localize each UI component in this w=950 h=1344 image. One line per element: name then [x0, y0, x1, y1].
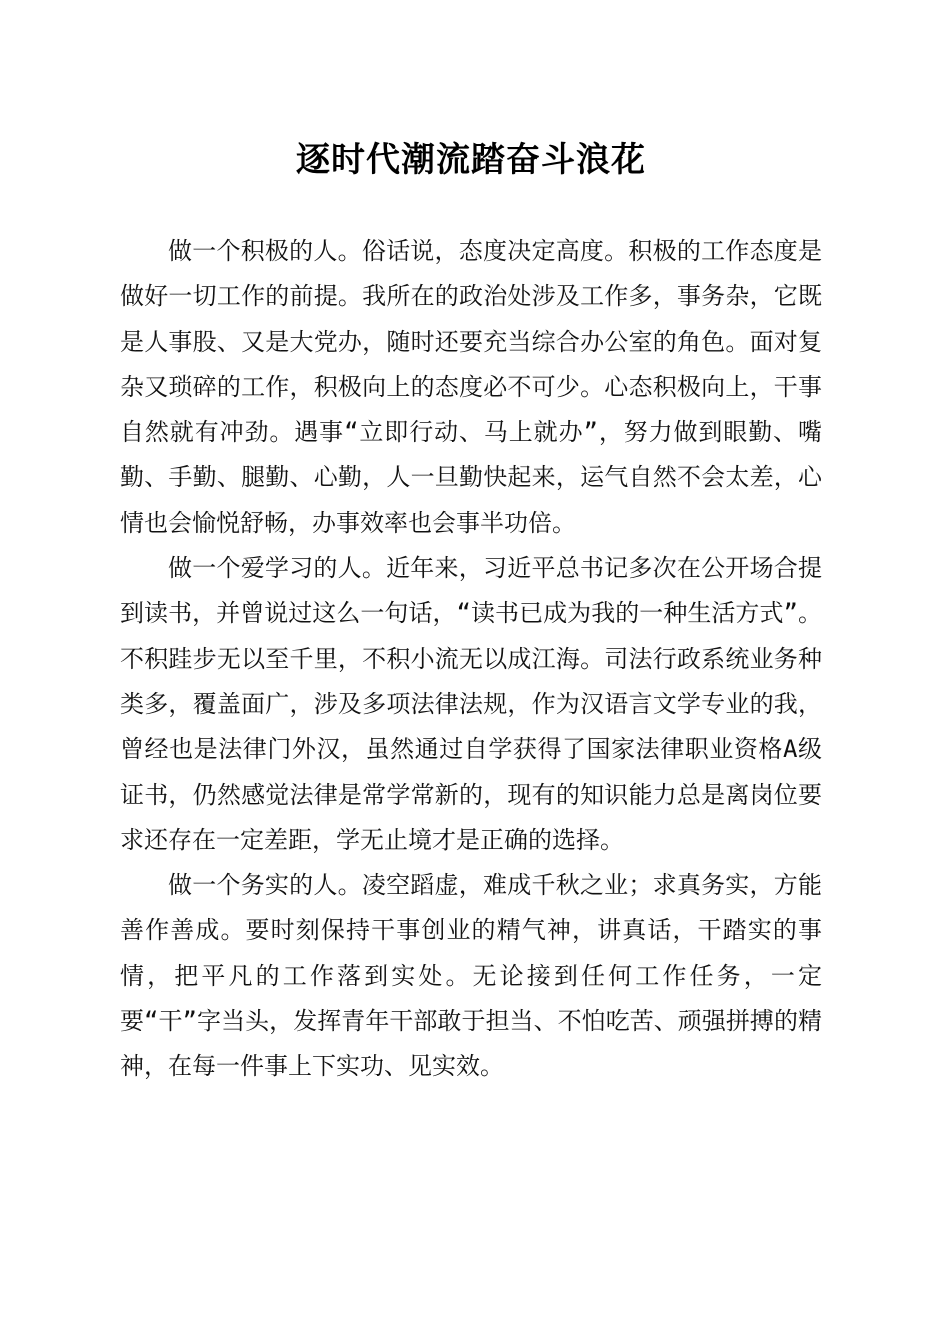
- paragraph-love-learning: 做一个爱学习的人。近年来，习近平总书记多次在公开场合提到读书，并曾说过这么一句话，“读书已成为我的一种生活方式”。不积跬步无以至千里，不积小流无以成江海。司法行政系统业务种类多，覆盖面广，涉及多项法律法规，作为汉语言文学专业的我，曾经也是法律门外汉，虽然通过自学获得了国家法律职业资格A级证书，仍然感觉法律是常学常新的，现有的知识能力总是离岗位要求还存在一定差距，学无止境才是正确的选择。: [120, 554, 822, 854]
- document-title: 逐时代潮流踏奋斗浪花: [296, 140, 646, 180]
- paragraph-pragmatic: 做一个务实的人。凌空蹈虚，难成千秋之业；求真务实，方能善作善成。要时刻保持干事创业的精气神，讲真话，干踏实的事情，把平凡的工作落到实处。无论接到任何工作任务，一定要“干”字当头，发挥青年干部敢于担当、不怕吃苦、顽强拼搏的精神，在每一件事上下实功、见实效。: [120, 871, 822, 1081]
- document-body: [120, 229, 822, 1090]
- paragraph-positive-attitude: 做一个积极的人。俗话说，态度决定高度。积极的工作态度是做好一切工作的前提。我所在的政治处涉及工作多，事务杂，它既是人事股、又是大党办，随时还要充当综合办公室的角色。面对复杂又琐碎的工作，积极向上的态度必不可少。心态积极向上，干事自然就有冲劲。遇事“立即行动、马上就办”，努力做到眼勤、嘴勤、手勤、腿勤、心勤，人一旦勤快起来，运气自然不会太差，心情也会愉悦舒畅，办事效率也会事半功倍。: [120, 237, 822, 537]
